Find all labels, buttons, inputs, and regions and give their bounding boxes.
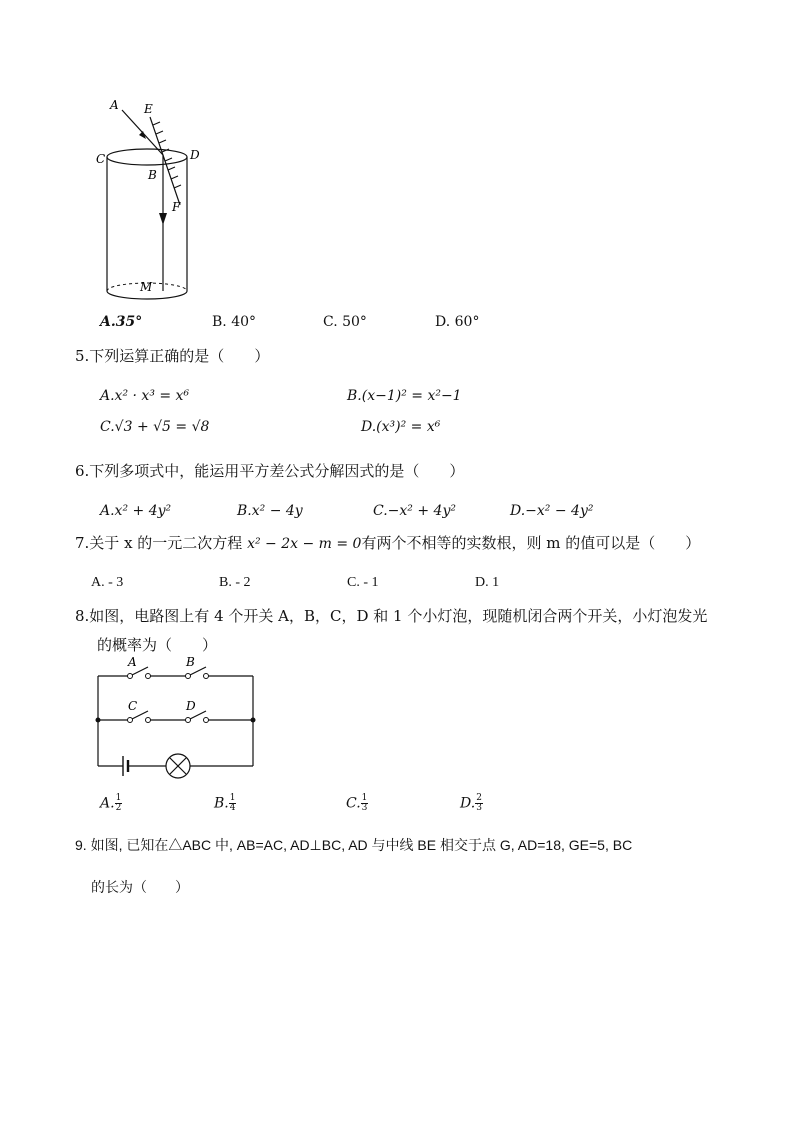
q7-option-d: D. 1 (475, 575, 500, 590)
q6-option-b: B.x² − 4y (237, 503, 303, 519)
q8-option-b-denominator: 4 (229, 803, 236, 813)
q8-option-b-numerator: 1 (229, 793, 236, 803)
q9-stem-line2: 的长为（ ） (91, 879, 189, 895)
label-D: D (190, 148, 200, 162)
q8-option-d-denominator: 3 (476, 803, 482, 813)
label-C: C (96, 152, 106, 166)
q5-option-a: A.x² · x³ = x⁶ (100, 388, 190, 404)
q8-option-c-numerator: 1 (361, 793, 368, 803)
label-F: F (172, 200, 181, 214)
q4-option-a: A.35° (100, 314, 143, 330)
switch-label-C: C (128, 699, 138, 713)
q8-option-c-denominator: 3 (361, 803, 368, 813)
q8-option-d-letter: D. (460, 795, 476, 812)
q6-option-a: A.x² + 4y² (100, 503, 172, 519)
q7-option-a: A. - 3 (91, 575, 124, 590)
q5-option-b: B.(x−1)² = x²−1 (347, 388, 462, 404)
q4-option-c: C. 50° (323, 314, 367, 330)
q8-option-a-letter: A. (100, 795, 115, 812)
circuit-diagram (90, 655, 260, 780)
q6-option-c: C.−x² + 4y² (373, 503, 456, 519)
cylinder-reflection-figure (90, 95, 215, 305)
q7-stem-prefix: 7.关于 x 的一元二次方程 (75, 534, 248, 552)
q8-stem-line1: 8.如图，电路图上有 4 个开关 A，B，C，D 和 1 个小灯泡，现随机闭合两个开关，小灯泡发光 (75, 607, 708, 625)
q8-option-a (100, 794, 122, 813)
q7-option-c: C. - 1 (347, 575, 379, 590)
q8-option-b (214, 794, 236, 813)
q6-stem: 6.下列多项式中，能运用平方差公式分解因式的是（ ） (75, 462, 465, 480)
q7-stem (75, 532, 700, 553)
q7-stem-suffix: 有两个不相等的实数根，则 m 的值可以是（ ） (361, 534, 701, 552)
q7-equation: x² − 2x − m = 0 (247, 536, 362, 552)
switch-label-A: A (128, 655, 137, 669)
q5-option-c: C.√3 + √5 = √8 (100, 419, 210, 435)
q5-option-d: D.(x³)² = x⁶ (361, 419, 441, 435)
q8-stem-line2: 的概率为（ ） (97, 636, 218, 654)
q8-option-d-numerator: 2 (476, 793, 482, 803)
q9-stem-line1: 9. 如图, 已知在△ABC 中, AB=AC, AD⊥BC, AD 与中线 BE 相交于点 G, AD=18, GE=5, BC (75, 837, 633, 853)
switch-label-D: D (186, 699, 196, 713)
q4-option-b: B. 40° (212, 314, 257, 330)
cylinder-top (107, 149, 187, 165)
q8-option-d (460, 794, 483, 813)
q6-option-d: D.−x² − 4y² (510, 503, 594, 519)
switch-label-B: B (186, 655, 195, 669)
q4-option-d: D. 60° (435, 314, 480, 330)
q5-stem: 5.下列运算正确的是（ ） (75, 347, 270, 365)
q8-option-b-letter: B. (214, 795, 229, 812)
q8-option-a-denominator: 2 (115, 803, 122, 813)
label-A: A (110, 98, 119, 112)
q7-option-b: B. - 2 (219, 575, 251, 590)
q8-option-c (346, 794, 368, 813)
label-M: M (140, 280, 153, 294)
label-E: E (144, 102, 153, 116)
q8-option-c-letter: C. (346, 795, 361, 812)
label-B: B (148, 168, 157, 182)
q8-option-a-numerator: 1 (115, 793, 122, 803)
